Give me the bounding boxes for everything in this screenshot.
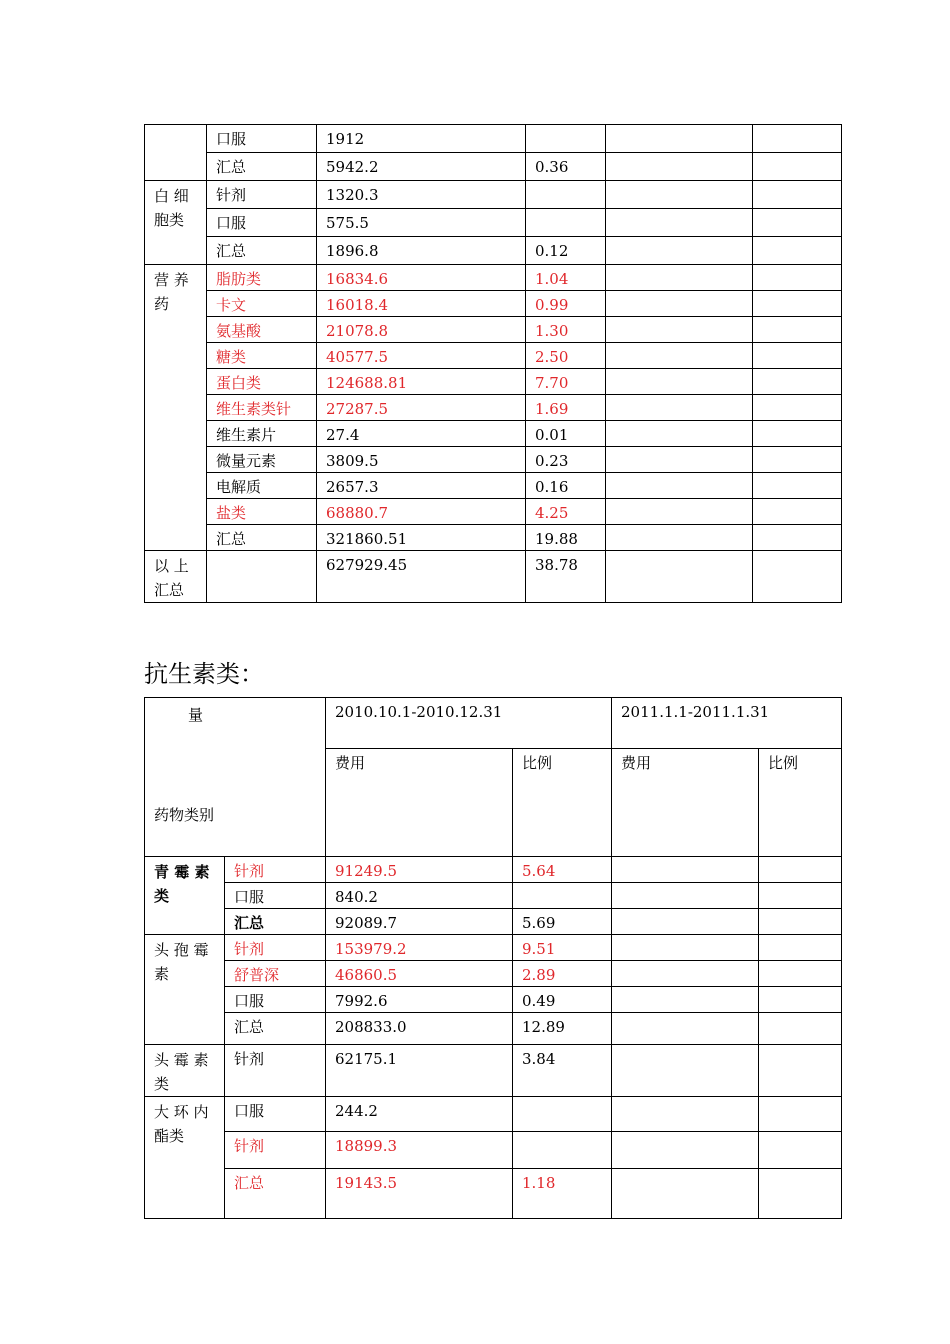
cost-cell: 46860.5: [326, 961, 513, 987]
subcategory-cell: 氨基酸: [207, 317, 317, 343]
table-row: [145, 237, 842, 265]
table-row: [145, 1097, 842, 1132]
table-row: [145, 499, 842, 525]
cost2-cell: [606, 237, 753, 265]
subcategory-cell: 口服: [225, 1097, 326, 1132]
ratio-cell: 0.23: [526, 447, 606, 473]
nutrition-drug-cost-table: [144, 124, 842, 603]
cost2-cell: [612, 857, 759, 883]
cost2-cell: [606, 499, 753, 525]
ratio2-cell: [753, 421, 842, 447]
corner-header-bottom: 药物类别: [154, 806, 215, 824]
cost2-cell: [606, 447, 753, 473]
cost-cell: 840.2: [326, 883, 513, 909]
ratio-cell: 5.64: [513, 857, 612, 883]
cost2-cell: [612, 1169, 759, 1219]
ratio-cell: 1.18: [513, 1169, 612, 1219]
cost2-cell: [612, 961, 759, 987]
ratio2-cell: [753, 125, 842, 153]
ratio-cell: 4.25: [526, 499, 606, 525]
subcategory-cell: 口服: [225, 883, 326, 909]
cost2-cell: [606, 525, 753, 551]
cost-cell: 40577.5: [317, 343, 526, 369]
antibiotic-cost-table: [144, 697, 842, 1219]
cost-cell: 124688.81: [317, 369, 526, 395]
ratio2-cell: [759, 883, 842, 909]
subcategory-cell: 针剂: [225, 1132, 326, 1169]
ratio2-cell: [753, 525, 842, 551]
table-row: [145, 551, 842, 603]
table-row: [145, 525, 842, 551]
ratio2-cell: [753, 447, 842, 473]
cost-cell: 321860.51: [317, 525, 526, 551]
subcategory-cell: 口服: [207, 125, 317, 153]
ratio2-cell: [753, 181, 842, 209]
cost-cell: 16018.4: [317, 291, 526, 317]
cost-cell: 1912: [317, 125, 526, 153]
ratio2-cell: [753, 369, 842, 395]
cost-cell: 2657.3: [317, 473, 526, 499]
subcategory-cell: 电解质: [207, 473, 317, 499]
cost2-cell: [606, 265, 753, 291]
table-row: [145, 473, 842, 499]
category-cell: 白 细胞类: [145, 181, 207, 265]
subcategory-cell: 口服: [225, 987, 326, 1013]
subcategory-cell: 汇总: [225, 1169, 326, 1219]
ratio2-cell: [759, 1045, 842, 1097]
cost-cell: 208833.0: [326, 1013, 513, 1045]
subcategory-cell: 微量元素: [207, 447, 317, 473]
subcategory-cell: 卡文: [207, 291, 317, 317]
cost2-cell: [606, 473, 753, 499]
ratio2-cell: [753, 395, 842, 421]
cost2-cell: [606, 291, 753, 317]
cost-cell: 16834.6: [317, 265, 526, 291]
subcategory-cell: 蛋白类: [207, 369, 317, 395]
ratio2-cell: [759, 909, 842, 935]
ratio2-cell: [759, 857, 842, 883]
ratio-cell: 7.70: [526, 369, 606, 395]
subcategory-cell: [207, 551, 317, 603]
subcategory-cell: 针剂: [225, 935, 326, 961]
cost-cell: 153979.2: [326, 935, 513, 961]
category-cell: 青 霉 素类: [145, 857, 225, 935]
cost2-cell: [612, 987, 759, 1013]
subcategory-cell: 针剂: [207, 181, 317, 209]
ratio2-cell: [753, 473, 842, 499]
table-row: [145, 265, 842, 291]
table-row: [145, 987, 842, 1013]
subcategory-cell: 汇总: [207, 153, 317, 181]
table-row: [145, 1013, 842, 1045]
ratio-cell: 3.84: [513, 1045, 612, 1097]
cost2-cell: [606, 421, 753, 447]
cost-cell: 91249.5: [326, 857, 513, 883]
subcategory-cell: 舒普深: [225, 961, 326, 987]
ratio2-cell: [753, 317, 842, 343]
table-row: [145, 343, 842, 369]
table-row: [145, 961, 842, 987]
cost-cell: 27.4: [317, 421, 526, 447]
cost2-cell: [606, 125, 753, 153]
cost-cell: 7992.6: [326, 987, 513, 1013]
subcategory-cell: 汇总: [207, 237, 317, 265]
subcategory-cell: 盐类: [207, 499, 317, 525]
table-row: [145, 421, 842, 447]
ratio2-cell: [759, 1132, 842, 1169]
table-row: [145, 181, 842, 209]
table-row: [145, 153, 842, 181]
cost2-cell: [606, 343, 753, 369]
ratio2-cell: [759, 1169, 842, 1219]
table-row: [145, 883, 842, 909]
ratio-cell: 1.04: [526, 265, 606, 291]
category-cell: 大 环 内酯类: [145, 1097, 225, 1219]
table-row: [145, 857, 842, 883]
ratio-cell: [513, 1132, 612, 1169]
cost-cell: 18899.3: [326, 1132, 513, 1169]
table-row: [145, 1132, 842, 1169]
ratio-cell: 12.89: [513, 1013, 612, 1045]
ratio-cell: 1.30: [526, 317, 606, 343]
corner-header-cell: [145, 698, 326, 857]
cost-cell: 1896.8: [317, 237, 526, 265]
ratio2-cell: [759, 1013, 842, 1045]
cost2-cell: [612, 883, 759, 909]
table-row: [145, 291, 842, 317]
table-row: [145, 935, 842, 961]
ratio-cell: 2.89: [513, 961, 612, 987]
cost2-cell: [612, 1132, 759, 1169]
table-row: [145, 317, 842, 343]
ratio-cell: [526, 181, 606, 209]
category-cell: 头 孢 霉素: [145, 935, 225, 1045]
ratio-cell: 5.69: [513, 909, 612, 935]
cost2-cell: [606, 369, 753, 395]
cost-cell: 1320.3: [317, 181, 526, 209]
ratio2-cell: [759, 935, 842, 961]
ratio2-header: 比例: [759, 749, 842, 857]
ratio-cell: 9.51: [513, 935, 612, 961]
table-row: [145, 395, 842, 421]
ratio-cell: 0.16: [526, 473, 606, 499]
subcategory-cell: 针剂: [225, 857, 326, 883]
section-title: 抗生素类：: [144, 660, 264, 688]
cost-cell: 5942.2: [317, 153, 526, 181]
subcategory-cell: 维生素类针: [207, 395, 317, 421]
ratio-cell: [526, 209, 606, 237]
cost-header: 费用: [326, 749, 513, 857]
category-cell: [145, 125, 207, 181]
ratio2-cell: [753, 551, 842, 603]
table-row: [145, 125, 842, 153]
table-row: [145, 909, 842, 935]
ratio-cell: [526, 125, 606, 153]
cost2-cell: [612, 1013, 759, 1045]
cost2-cell: [606, 209, 753, 237]
ratio2-cell: [753, 291, 842, 317]
subcategory-cell: 汇总: [225, 1013, 326, 1045]
subcategory-cell: 汇总: [225, 909, 326, 935]
subcategory-cell: 维生素片: [207, 421, 317, 447]
subcategory-cell: 脂肪类: [207, 265, 317, 291]
category-cell: 以 上汇总: [145, 551, 207, 603]
cost2-cell: [606, 395, 753, 421]
corner-header-top: 量: [188, 706, 204, 724]
ratio-cell: 0.49: [513, 987, 612, 1013]
subcategory-cell: 针剂: [225, 1045, 326, 1097]
ratio2-cell: [759, 1097, 842, 1132]
ratio-header: 比例: [513, 749, 612, 857]
cost2-cell: [612, 935, 759, 961]
cost-cell: 19143.5: [326, 1169, 513, 1219]
ratio-cell: [513, 1097, 612, 1132]
ratio2-cell: [753, 153, 842, 181]
cost-cell: 27287.5: [317, 395, 526, 421]
ratio2-cell: [753, 265, 842, 291]
ratio2-cell: [753, 237, 842, 265]
cost2-cell: [606, 551, 753, 603]
cost-cell: 627929.45: [317, 551, 526, 603]
table-row: [145, 1169, 842, 1219]
ratio2-cell: [753, 499, 842, 525]
cost2-cell: [606, 317, 753, 343]
ratio-cell: 0.36: [526, 153, 606, 181]
cost-cell: 575.5: [317, 209, 526, 237]
period2-header: 2011.1.1-2011.1.31: [612, 698, 842, 749]
ratio2-cell: [753, 209, 842, 237]
category-cell: 营 养药: [145, 265, 207, 551]
period1-header: 2010.10.1-2010.12.31: [326, 698, 612, 749]
table-row: [145, 369, 842, 395]
cost2-cell: [612, 909, 759, 935]
subcategory-cell: 糖类: [207, 343, 317, 369]
ratio-cell: 0.99: [526, 291, 606, 317]
subcategory-cell: 口服: [207, 209, 317, 237]
ratio-cell: 38.78: [526, 551, 606, 603]
cost2-cell: [612, 1045, 759, 1097]
cost2-cell: [612, 1097, 759, 1132]
cost-cell: 62175.1: [326, 1045, 513, 1097]
cost-cell: 92089.7: [326, 909, 513, 935]
table-row: [145, 447, 842, 473]
cost2-cell: [606, 181, 753, 209]
cost2-cell: [606, 153, 753, 181]
ratio-cell: 2.50: [526, 343, 606, 369]
cost-cell: 3809.5: [317, 447, 526, 473]
ratio-cell: 0.12: [526, 237, 606, 265]
ratio2-cell: [753, 343, 842, 369]
table-row: [145, 1045, 842, 1097]
cost-cell: 244.2: [326, 1097, 513, 1132]
category-cell: 头 霉 素类: [145, 1045, 225, 1097]
ratio-cell: 19.88: [526, 525, 606, 551]
header-row: [145, 698, 842, 749]
table-row: [145, 209, 842, 237]
cost-cell: 21078.8: [317, 317, 526, 343]
ratio2-cell: [759, 987, 842, 1013]
subcategory-cell: 汇总: [207, 525, 317, 551]
ratio-cell: 0.01: [526, 421, 606, 447]
cost2-header: 费用: [612, 749, 759, 857]
ratio-cell: 1.69: [526, 395, 606, 421]
cost-cell: 68880.7: [317, 499, 526, 525]
ratio2-cell: [759, 961, 842, 987]
ratio-cell: [513, 883, 612, 909]
